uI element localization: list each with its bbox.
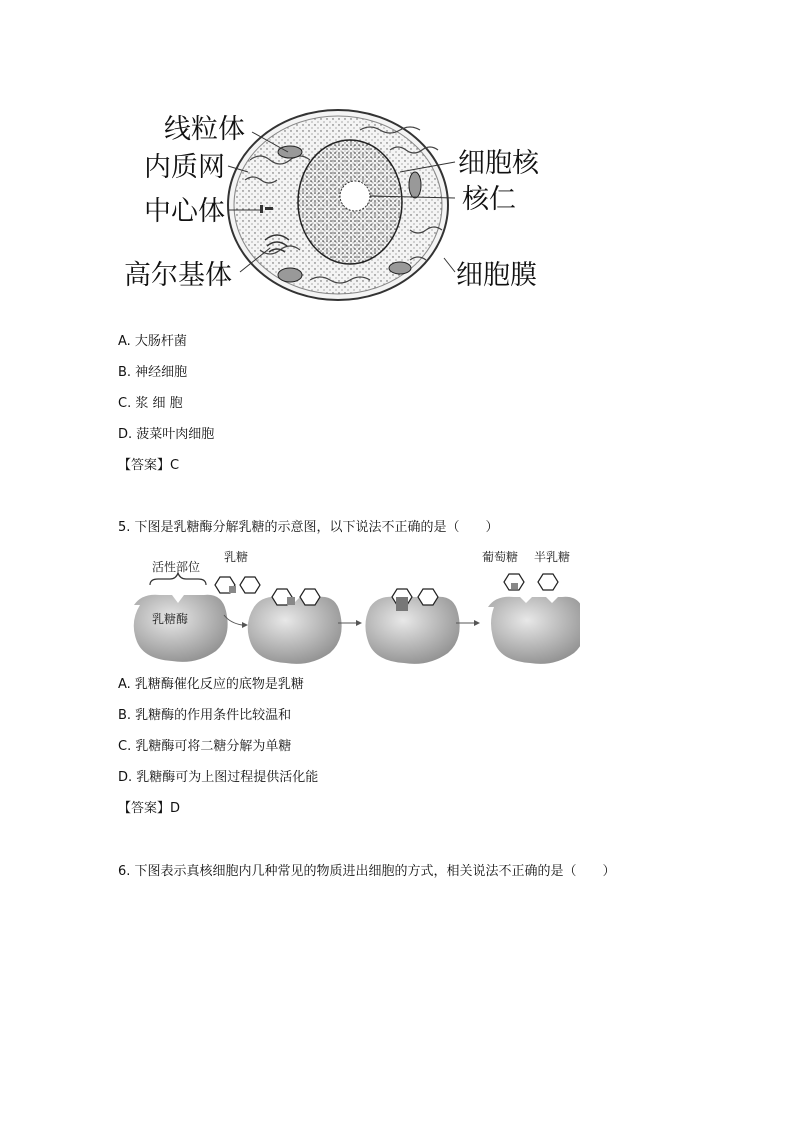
q4-option-c: C. 浆 细 胞 (118, 396, 183, 411)
q5-option-b: B. 乳糖酶的作用条件比较温和 (118, 708, 292, 723)
label-nucleolus: 核仁 (462, 184, 516, 215)
q4-option-b: B. 神经细胞 (118, 365, 188, 380)
label-er: 内质网 (144, 152, 225, 183)
enzyme-shape-3 (365, 597, 459, 664)
label-lactose: 乳糖 (224, 550, 249, 564)
q5-option-a: A. 乳糖酶催化反应的底物是乳糖 (118, 677, 304, 692)
q5-option-c: C. 乳糖酶可将二糖分解为单糖 (118, 739, 292, 754)
label-mitochondria: 线粒体 (164, 114, 245, 145)
label-enzyme: 乳糖酶 (152, 612, 189, 626)
q5-option-d: D. 乳糖酶可为上图过程提供活化能 (118, 770, 319, 785)
q4-answer: 【答案】C (118, 458, 180, 473)
label-glucose: 葡萄糖 (482, 550, 519, 564)
nucleolus-shape (340, 181, 370, 211)
q4-option-d: D. 菠菜叶肉细胞 (118, 427, 215, 442)
enzyme-shape-2 (248, 597, 342, 664)
q5-question: 5. 下图是乳糖酶分解乳糖的示意图，以下说法不正确的是（ ） (118, 520, 499, 535)
label-centrosome: 中心体 (144, 196, 225, 227)
label-galactose: 半乳糖 (534, 550, 571, 564)
q6-question: 6. 下图表示真核细胞内几种常见的物质进出细胞的方式，相关说法不正确的是（ ） (118, 864, 616, 879)
lactase-figure (120, 545, 580, 665)
enzyme-shape-1 (134, 595, 228, 662)
label-golgi: 高尔基体 (124, 260, 232, 291)
label-active-site: 活性部位 (152, 560, 201, 574)
label-nucleus: 细胞核 (458, 148, 539, 179)
q4-option-a: A. 大肠杆菌 (118, 334, 187, 349)
label-membrane: 细胞膜 (456, 260, 537, 291)
q5-answer: 【答案】D (118, 801, 181, 816)
enzyme-shape-4 (488, 597, 580, 664)
cell-structure-figure (110, 100, 570, 310)
mitochondrion-shape (278, 146, 302, 158)
